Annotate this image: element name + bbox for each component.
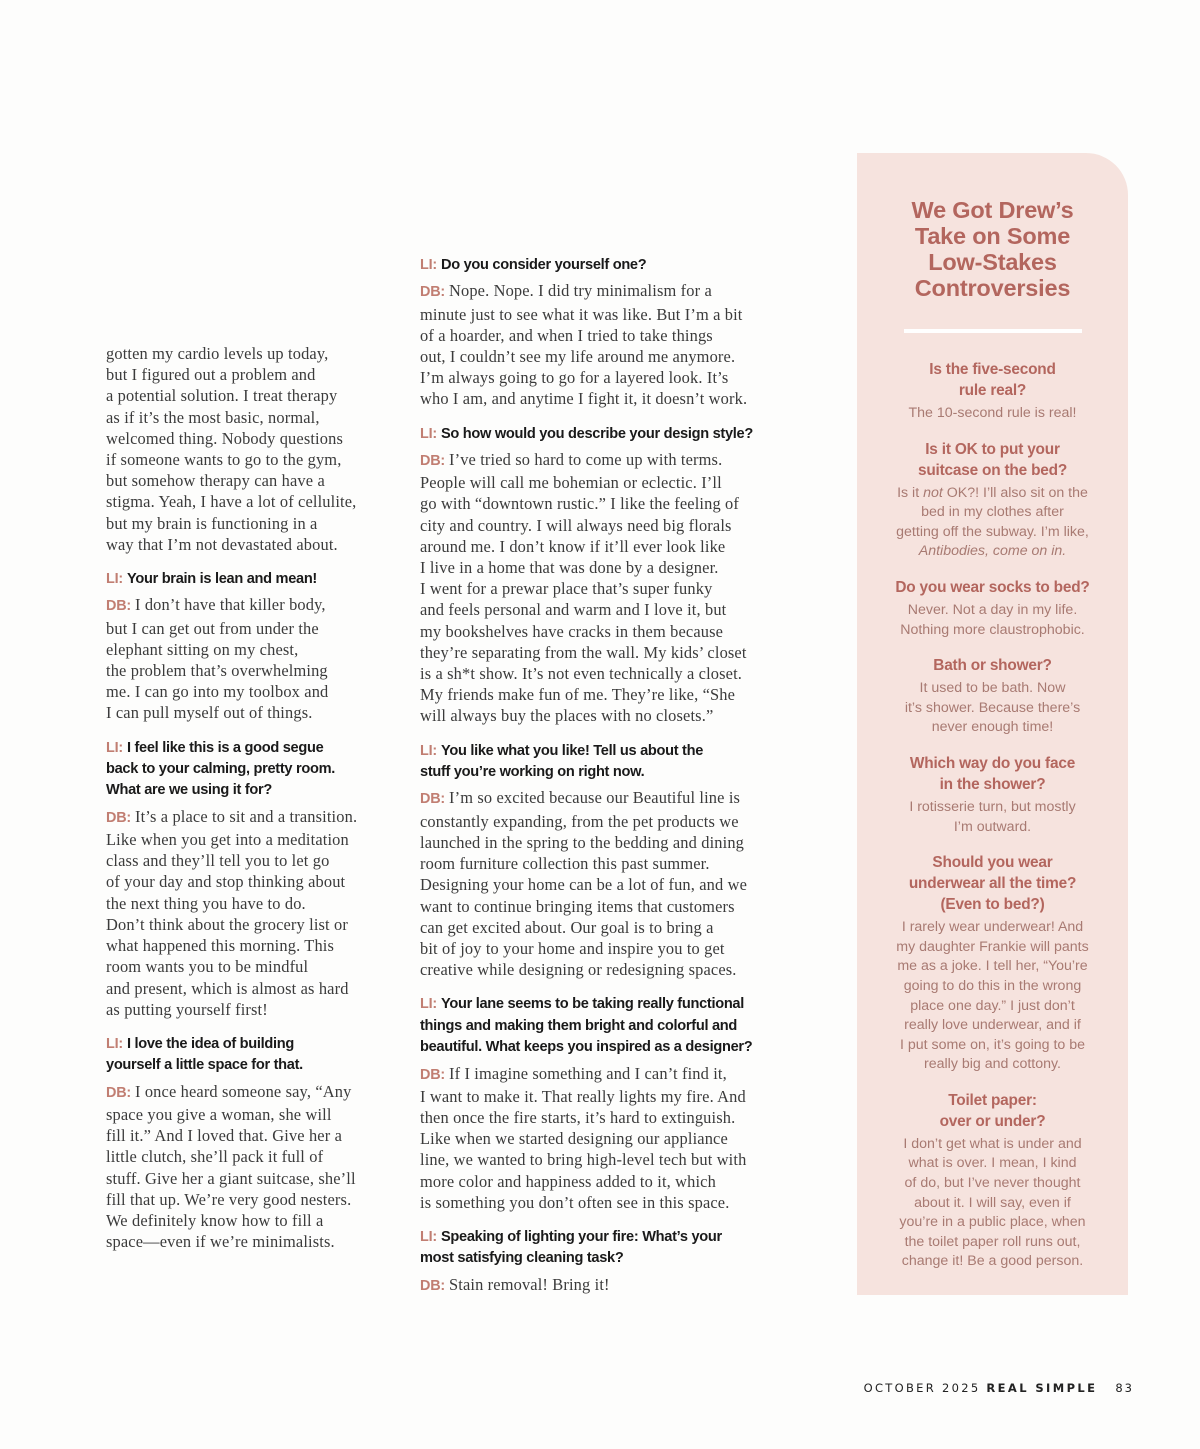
answer-line [420, 705, 790, 726]
answer-text: fill it.” And I loved that. Give her a [106, 1126, 343, 1146]
question-line [106, 759, 396, 780]
sidebar-qa-item [857, 439, 1128, 562]
answer-line [106, 850, 396, 871]
question-text: Your brain is lean and mean! [126, 571, 317, 588]
answer-text: If I imagine something and I can’t find it, [448, 1063, 727, 1083]
answer-text: room wants you to be mindful [106, 957, 309, 977]
sidebar-question-line: Do you wear socks to bed? [895, 578, 1090, 596]
body-line: way that I’m not devastated about. [106, 534, 338, 554]
body-line: a potential solution. I treat therapy [106, 386, 338, 406]
body-line: but I figured out a problem and [106, 365, 316, 385]
sidebar-question-line: Is the five-second [929, 361, 1056, 378]
answer-text: stuff. Give her a giant suitcase, she’ll [106, 1168, 356, 1188]
answer-text: who I am, and anytime I fight it, it doesn’t work. [420, 389, 748, 409]
answer-block [420, 787, 790, 980]
sidebar-answer-line: I’m outward. [953, 818, 1032, 835]
body-line: as if it’s the most basic, normal, [106, 407, 320, 427]
sidebar-answer-line: I rarely wear underwear! And [901, 919, 1084, 936]
answer-text: and present, which is almost as hard [106, 978, 349, 998]
answer-line [106, 914, 396, 935]
body-line: but my brain is functioning in a [106, 513, 318, 533]
answer-line [420, 578, 790, 599]
answer-line [420, 304, 790, 325]
answer-line [420, 280, 790, 303]
answer-text: OK?! I’ll also sit on the [942, 484, 1088, 501]
sidebar-question-line: rule real? [958, 382, 1027, 399]
question-text: things and making them bright and colorful and [420, 1017, 737, 1034]
interviewee-label: DB: [420, 791, 445, 808]
answer-line [420, 832, 790, 853]
sidebar-question-line: (Even to bed?) [940, 896, 1045, 914]
answer-line [420, 346, 790, 367]
answer-text: room furniture collection this past summer. [420, 854, 710, 874]
answer-line [420, 684, 790, 705]
answer-text: as putting yourself first! [106, 999, 268, 1019]
answer-line [106, 1189, 396, 1210]
sidebar-answer-line: I put some on, it’s going to be [899, 1036, 1086, 1053]
sidebar-qa-item [857, 1090, 1128, 1272]
question-text: most satisfying cleaning task? [420, 1250, 624, 1267]
question-block [420, 741, 790, 784]
sidebar-answer-line: place one day.” I just don’t [910, 997, 1075, 1014]
sidebar-answer-line: going to do this in the wrong [903, 977, 1082, 994]
question-block [106, 569, 396, 590]
answer-line [420, 663, 790, 684]
question-line [106, 738, 396, 759]
question-line [420, 1227, 790, 1248]
sidebar-title-line: Low-Stakes [928, 249, 1057, 275]
interviewer-label: LI: [420, 425, 437, 442]
answer-line [106, 702, 396, 723]
sidebar-answer-line: really big and cottony. [924, 1056, 1061, 1073]
answer-text: I once heard someone say, “Any [134, 1081, 352, 1101]
sidebar-question-line: underwear all the time? [908, 875, 1077, 893]
sidebar-answer [857, 918, 1128, 1075]
answer-line [420, 1063, 790, 1086]
question-text: yourself a little space for that. [106, 1057, 303, 1074]
sidebar-answer [857, 601, 1128, 640]
answer-text: my bookshelves have cracks in them because [420, 621, 724, 641]
answer-text: will always buy the places with no closets.” [420, 706, 714, 726]
question-block [420, 1227, 790, 1270]
question-line [420, 994, 790, 1015]
sidebar-question-line: suitcase on the bed? [917, 461, 1068, 479]
answer-text: Nope. Nope. I did try minimalism for a [448, 281, 712, 301]
answer-block [420, 280, 790, 409]
body-line: but somehow therapy can have a [106, 471, 325, 491]
answer-line [106, 1146, 396, 1167]
answer-line [420, 642, 790, 663]
answer-block [420, 449, 790, 727]
answer-text: bit of joy to your home and inspire you to get [420, 938, 725, 958]
answer-line [420, 1274, 790, 1297]
question-line [420, 1037, 790, 1058]
answer-text: of a hoarder, and when I tried to take things [420, 325, 713, 345]
sidebar-title-line: Take on Some [914, 223, 1071, 249]
answer-line [420, 388, 790, 409]
answer-line [420, 1171, 790, 1192]
interviewee-label: DB: [420, 1277, 445, 1294]
sidebar-answer-line: really love underwear, and if [904, 1017, 1081, 1034]
answer-line [106, 806, 396, 829]
answer-text: space—even if we’re minimalists. [106, 1232, 335, 1252]
question-block [420, 424, 790, 445]
question-line [420, 762, 790, 783]
sidebar-title-line: We Got Drew’s [911, 197, 1074, 223]
answer-text: of your day and stop thinking about [106, 872, 346, 892]
answer-line [420, 325, 790, 346]
sidebar-question-line: Should you wear [932, 854, 1053, 872]
question-text: What are we using it for? [106, 782, 273, 799]
answer-line [106, 829, 396, 850]
answer-line [420, 1128, 790, 1149]
answer-text: My friends make fun of me. They’re like, “She [420, 685, 736, 705]
sidebar-answer-line: it’s shower. Because there’s [904, 699, 1081, 716]
answer-text: want to continue bringing items that customers [420, 896, 735, 916]
body-line: gotten my cardio levels up today, [106, 344, 329, 363]
answer-emphasis: not [923, 484, 943, 501]
answer-line [420, 853, 790, 874]
answer-text: Stain removal! Bring it! [448, 1274, 610, 1294]
answer-line [420, 472, 790, 493]
answer-text: Is it [897, 484, 924, 501]
answer-line [420, 536, 790, 557]
answer-text: I went for a prewar place that’s super funky [420, 579, 713, 599]
question-line [420, 424, 790, 445]
page-footer [864, 1381, 1134, 1395]
answer-line [106, 594, 396, 617]
sidebar-answer-line: change it! Be a good person. [901, 1253, 1084, 1270]
interviewer-label: LI: [420, 1228, 437, 1245]
sidebar-question-line: Toilet paper: [948, 1091, 1037, 1109]
sidebar-answer-line: the toilet paper roll runs out, [904, 1233, 1081, 1250]
sidebar-answer-line: never enough time! [931, 719, 1054, 736]
sidebar-answer-line: you’re in a public place, when [899, 1214, 1086, 1231]
sidebar-divider [904, 329, 1082, 333]
sidebar-items [857, 359, 1128, 1272]
sidebar-question-line: in the shower? [939, 775, 1046, 793]
sidebar-answer [857, 484, 1128, 562]
sidebar-answer-line: Never. Not a day in my life. [907, 601, 1078, 618]
answer-text: It’s a place to sit and a transition. [134, 806, 358, 826]
question-text: Your lane seems to be taking really functional [440, 996, 745, 1013]
intro-paragraph [106, 343, 396, 555]
sidebar-title [857, 197, 1128, 301]
answer-line [420, 787, 790, 810]
answer-text: is something you don’t often see in this space. [420, 1192, 730, 1212]
question-line [106, 780, 396, 801]
interviewee-label: DB: [106, 809, 131, 826]
page-number: 83 [1115, 1381, 1134, 1395]
answer-line [420, 1086, 790, 1107]
answer-text: launched in the spring to the bedding and dining [420, 832, 745, 852]
interviewee-label: DB: [420, 1066, 445, 1083]
answer-line [106, 1081, 396, 1104]
sidebar-answer-line: Antibodies, come on in. [918, 543, 1067, 560]
answer-line [106, 1168, 396, 1189]
answer-text: I can pull myself out of things. [106, 703, 313, 723]
sidebar-answer [857, 404, 1128, 424]
answer-text: I don’t have that killer body, [134, 595, 326, 615]
answer-line [106, 999, 396, 1020]
answer-text: what happened this morning. This [106, 936, 335, 956]
question-line [420, 1016, 790, 1037]
answer-text: Like when we started designing our appliance [420, 1129, 728, 1149]
answer-line [420, 938, 790, 959]
answer-text: and feels personal and warm and I love it, but [420, 600, 727, 620]
answer-line [420, 811, 790, 832]
question-block [106, 738, 396, 802]
answer-text: line, we wanted to bring high-level tech but with [420, 1150, 747, 1170]
sidebar-answer-line: It used to be bath. Now [919, 680, 1066, 697]
answer-line [106, 639, 396, 660]
question-text: I feel like this is a good segue [126, 739, 324, 756]
answer-text: the problem that’s overwhelming [106, 661, 328, 681]
sidebar-qa-item [857, 753, 1128, 837]
answer-text: city and country. I will always need big florals [420, 515, 732, 535]
question-text: You like what you like! Tell us about the [440, 742, 704, 759]
question-block [420, 255, 790, 276]
interviewer-label: LI: [420, 742, 437, 759]
answer-line [106, 618, 396, 639]
answer-line [106, 893, 396, 914]
interviewer-label: LI: [420, 257, 437, 273]
answer-line [420, 557, 790, 578]
answer-text: elephant sitting on my chest, [106, 639, 299, 659]
answer-text: constantly expanding, from the pet products we [420, 811, 739, 831]
answer-text: I want to make it. That really lights my fire. And [420, 1086, 746, 1106]
answer-line [106, 871, 396, 892]
sidebar-answer-line: I don’t get what is under and [903, 1135, 1082, 1152]
sidebar-controversies [857, 153, 1128, 1295]
question-line [106, 1034, 396, 1055]
answer-line [420, 874, 790, 895]
answer-line [420, 493, 790, 514]
answer-line [420, 1192, 790, 1213]
answer-line [420, 621, 790, 642]
answer-block [106, 806, 396, 1020]
sidebar-answer-line [857, 484, 1128, 504]
answer-text: little clutch, she’ll pack it full of [106, 1147, 324, 1167]
sidebar-answer-line: me as a joke. I tell her, “You’re [897, 958, 1088, 975]
question-text: stuff you’re working on right now. [420, 764, 645, 781]
interviewee-label: DB: [420, 284, 445, 301]
sidebar-answer [857, 798, 1128, 837]
answer-text: I live in a home that was done by a designer. [420, 558, 719, 578]
sidebar-question-line: Which way do you face [909, 754, 1076, 772]
answer-text: creative while designing or redesigning spaces. [420, 960, 737, 980]
sidebar-answer-line: bed in my clothes after [921, 504, 1064, 521]
answer-text: Like when you get into a meditation [106, 830, 349, 850]
question-text: Speaking of lighting your fire: What’s your [440, 1228, 722, 1245]
answer-text: I’ve tried so hard to come up with terms. [448, 450, 723, 470]
question-line [420, 255, 790, 276]
column-1 [106, 343, 396, 1252]
sidebar-answer-line: The 10-second rule is real! [908, 405, 1077, 421]
interviewer-label: LI: [420, 996, 437, 1013]
interviewer-label: LI: [106, 739, 123, 756]
interviewee-label: DB: [420, 453, 445, 470]
answer-text: more color and happiness added to it, which [420, 1171, 716, 1191]
footer-issue-date: OCTOBER 2025 [863, 1381, 981, 1395]
answer-text: they’re separating from the wall. My kids’ closet [420, 642, 747, 662]
question-line [106, 1055, 396, 1076]
question-text: beautiful. What keeps you inspired as a designer? [420, 1039, 753, 1056]
sidebar-qa-item [857, 359, 1128, 424]
answer-text: but I can get out from under the [106, 618, 319, 638]
sidebar-answer-line: I rotisserie turn, but mostly [909, 798, 1076, 815]
body-line: if someone wants to go to the gym, [106, 450, 342, 470]
question-line [420, 1248, 790, 1269]
answer-line [106, 978, 396, 999]
answer-line [106, 681, 396, 702]
interviewer-label: LI: [106, 1035, 123, 1052]
answer-text: is a sh*t show. It’s not even technically a closet. [420, 664, 743, 684]
sidebar-answer-line: my daughter Frankie will pants [896, 938, 1089, 955]
sidebar-title-line: Controversies [914, 275, 1071, 301]
sidebar-qa-item [857, 655, 1128, 738]
sidebar-qa-item [857, 852, 1128, 1075]
answer-text: I’m so excited because our Beautiful line is [448, 788, 741, 808]
sidebar-question-line: Is it OK to put your [925, 440, 1060, 458]
answer-text: then once the fire starts, it’s hard to extinguish. [420, 1107, 736, 1127]
answer-text: fill that up. We’re very good nesters. [106, 1189, 352, 1209]
answer-line [420, 917, 790, 938]
interviewee-label: DB: [106, 598, 131, 615]
answer-line [420, 599, 790, 620]
answer-block [420, 1063, 790, 1213]
answer-line [420, 367, 790, 388]
answer-block [420, 1274, 790, 1297]
question-text: I love the idea of building [126, 1035, 295, 1052]
answer-line [106, 1125, 396, 1146]
answer-text: around me. I don’t know if it’ll ever look like [420, 536, 726, 556]
question-line [420, 741, 790, 762]
sidebar-answer-line: of do, but I’ve never thought [904, 1175, 1081, 1192]
question-line [106, 569, 396, 590]
answer-text: Designing your home can be a lot of fun, and we [420, 875, 748, 895]
answer-line [106, 935, 396, 956]
answer-text: minute just to see what it was like. But I’m a bit [420, 304, 743, 324]
question-text: So how would you describe your design style? [440, 425, 753, 442]
answer-line [106, 660, 396, 681]
answer-text: me. I can go into my toolbox and [106, 682, 329, 702]
question-block [106, 1034, 396, 1077]
sidebar-question-line: over or under? [939, 1112, 1046, 1130]
answer-text: can get excited about. Our goal is to bring a [420, 917, 714, 937]
sidebar-answer-line: getting off the subway. I’m like, [896, 523, 1089, 540]
answer-text: Don’t think about the grocery list or [106, 914, 348, 934]
sidebar-answer [857, 679, 1128, 738]
answer-line [420, 515, 790, 536]
sidebar-answer-line: Nothing more claustrophobic. [900, 621, 1085, 638]
body-line: welcomed thing. Nobody questions [106, 428, 343, 448]
answer-line [106, 956, 396, 977]
answer-text: We definitely know how to fill a [106, 1210, 324, 1230]
sidebar-answer-line: what is over. I mean, I kind [908, 1155, 1077, 1172]
sidebar-answer-line: about it. I will say, even if [914, 1194, 1071, 1211]
question-text: back to your calming, pretty room. [106, 761, 336, 778]
answer-block [106, 1081, 396, 1253]
question-block [420, 994, 790, 1058]
answer-line [420, 1149, 790, 1170]
answer-block [106, 594, 396, 723]
body-line: stigma. Yeah, I have a lot of cellulite, [106, 492, 357, 512]
answer-text: go with “downtown rustic.” I like the feeling of [420, 494, 739, 514]
answer-text: class and they’ll tell you to let go [106, 851, 330, 871]
sidebar-qa-item [857, 577, 1128, 640]
answer-line [106, 1210, 396, 1231]
interviewee-label: DB: [106, 1084, 131, 1101]
footer-magazine-name: REAL SIMPLE [986, 1381, 1098, 1395]
interviewer-label: LI: [106, 571, 123, 588]
answer-line [420, 1107, 790, 1128]
answer-line [106, 1104, 396, 1125]
answer-line [420, 896, 790, 917]
column-2 [420, 255, 790, 1297]
answer-text: I’m always going to go for a layered look. It’s [420, 368, 729, 388]
answer-text: the next thing you have to do. [106, 893, 306, 913]
sidebar-answer [857, 1135, 1128, 1272]
answer-text: out, I couldn’t see my life around me anymore. [420, 347, 736, 367]
answer-text: space you give a woman, she will [106, 1104, 332, 1124]
answer-text: People will call me bohemian or eclectic. I’ll [420, 473, 722, 493]
question-text: Do you consider yourself one? [440, 257, 647, 273]
answer-line [106, 1231, 396, 1252]
sidebar-question-line: Bath or shower? [933, 657, 1052, 675]
answer-line [420, 959, 790, 980]
answer-line [420, 449, 790, 472]
